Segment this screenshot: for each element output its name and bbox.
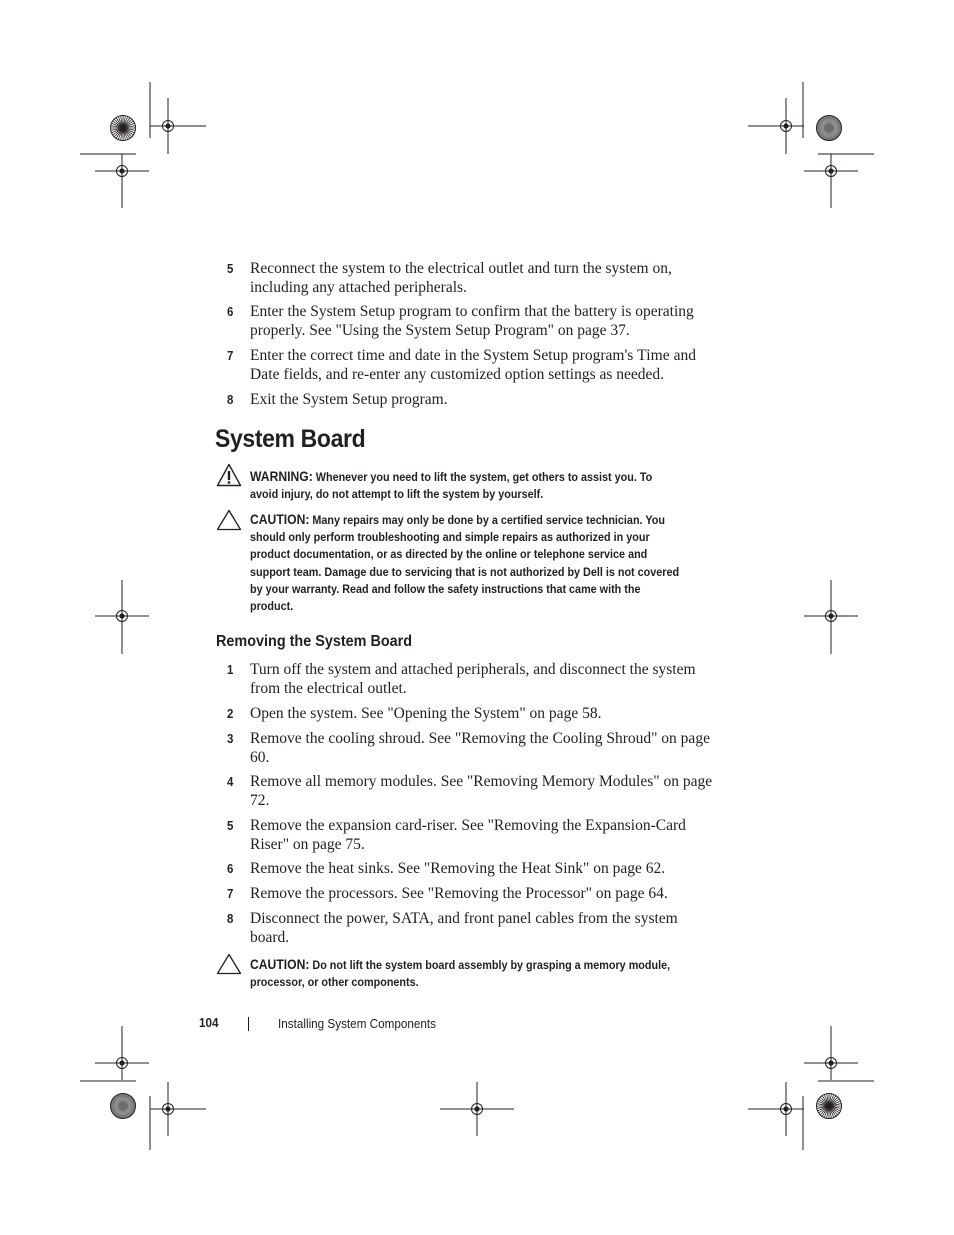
step-number: 6: [227, 304, 234, 319]
text-fragment: fields, and re-enter any customized option settings as needed.: [279, 366, 665, 383]
caution-notice: [250, 956, 709, 991]
subsection-title: Removing the System Board: [216, 633, 413, 650]
page-number: 104: [199, 1015, 219, 1030]
footer-divider: [248, 1017, 249, 1031]
text-fragment: and: [669, 347, 697, 364]
step-number: 7: [227, 348, 234, 363]
step-number: 5: [227, 818, 234, 833]
warning-icon: [216, 463, 242, 487]
step-text: Remove the processors. See "Removing the Processor" on page 64.: [250, 885, 668, 902]
caution-label: CAUTION:: [250, 512, 310, 527]
step-number: 2: [227, 706, 234, 721]
caution-icon: [216, 509, 242, 531]
caution-icon: [216, 953, 242, 975]
warning-label: WARNING:: [250, 469, 313, 484]
step-text: Remove the heat sinks. See "Removing the Heat Sink" on page 62.: [250, 860, 666, 877]
step-text: Turn off the system and attached peripherals, and disconnect the system from the electrical outlet.: [250, 661, 696, 697]
field-term: Time: [637, 347, 670, 364]
step-text: Reconnect the system to the electrical outlet and turn the system on, including any attached peripherals.: [250, 260, 672, 296]
footer-section-title: Installing System Components: [278, 1016, 437, 1031]
step-text: Remove the expansion card-riser. See "Removing the Expansion-Card Riser" on page 75.: [250, 817, 686, 853]
step-number: 6: [227, 861, 234, 876]
step-text: [250, 346, 720, 384]
warning-notice: [250, 468, 682, 503]
step-number: 3: [227, 731, 234, 746]
step-text: Remove all memory modules. See "Removing Memory Modules" on page 72.: [250, 773, 713, 809]
caution-text: Many repairs may only be done by a certified service technician. You should only perform troubleshooting and simple repairs as authorized in your product documentation, or as directed by the online or telephone service and support team. Damage due to servicing that is not authorized by Dell is not covered by your warranty. Read and follow the safety instructions that came with the product.: [250, 513, 680, 614]
step-number: 1: [227, 662, 234, 677]
step-text: Enter the System Setup program to confirm that the battery is operating properly. See "Using the System Setup Program" on page 37.: [250, 303, 694, 339]
step-text: Exit the System Setup program.: [250, 391, 448, 408]
caution-notice: [250, 511, 682, 615]
step-text: Disconnect the power, SATA, and front panel cables from the system board.: [250, 910, 678, 946]
step-number: 8: [227, 911, 234, 926]
step-number: 8: [227, 392, 234, 407]
caution-label: CAUTION:: [250, 957, 310, 972]
section-title: System Board: [215, 425, 366, 453]
warning-text: Whenever you need to lift the system, get others to assist you. To avoid injury, do not attempt to lift the system by yourself.: [250, 470, 653, 502]
step-number: 7: [227, 886, 234, 901]
caution-text: Do not lift the system board assembly by grasping a memory module, processor, or other components.: [250, 958, 671, 990]
field-term: Date: [250, 366, 280, 383]
step-text: Remove the cooling shroud. See "Removing the Cooling Shroud" on page 60.: [250, 730, 710, 766]
step-text: Open the system. See "Opening the System" on page 58.: [250, 705, 602, 722]
step-number: 4: [227, 774, 234, 789]
text-fragment: Enter the correct time and date in the System Setup program's: [250, 347, 638, 364]
step-number: 5: [227, 261, 234, 276]
